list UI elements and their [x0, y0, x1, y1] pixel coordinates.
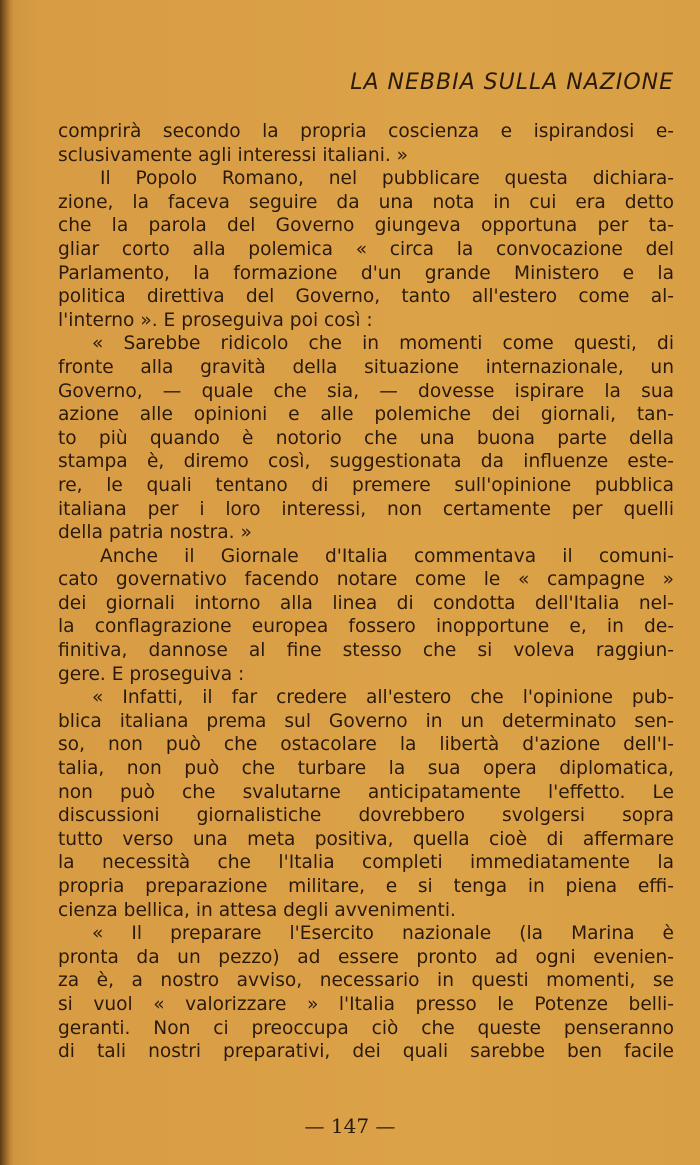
- text-line: za è, a nostro avviso, necessario in questi momenti, se: [58, 970, 674, 992]
- text-line: che la parola del Governo giungeva opportuna per ta-: [58, 215, 674, 237]
- text-line: cienza bellica, in attesa degli avvenimenti.: [58, 899, 456, 921]
- text-line: cato governativo facendo notare come le « campagne »: [58, 569, 674, 591]
- text-line: geranti. Non ci preoccupa ciò che queste penseranno: [58, 1017, 674, 1039]
- text-line: dei giornali intorno alla linea di condotta dell'Italia nel-: [58, 592, 674, 614]
- text-line: l'interno ». E proseguiva poi così :: [58, 309, 373, 331]
- text-line: politica direttiva del Governo, tanto all'estero come al-: [58, 286, 674, 308]
- body-text: [58, 120, 674, 1064]
- text-line: discussioni giornalistiche dovrebbero svolgersi sopra: [58, 805, 674, 827]
- text-line: tutto verso una meta positiva, quella cioè di affermare: [58, 828, 674, 850]
- text-line: pronta da un pezzo) ad essere pronto ad ogni evenien-: [58, 946, 674, 968]
- text-line: non può che svalutarne anticipatamente l'effetto. Le: [58, 781, 674, 803]
- text-line: gere. E proseguiva :: [58, 663, 245, 685]
- text-line: gliar corto alla polemica « circa la convocazione del: [58, 238, 674, 260]
- text-line: azione alle opinioni e alle polemiche dei giornali, tan-: [58, 404, 674, 426]
- text-line: « Il preparare l'Esercito nazionale (la Marina è: [92, 923, 674, 945]
- page-spine-shadow: [0, 0, 10, 1165]
- text-line: sclusivamente agli interessi italiani. »: [58, 144, 409, 166]
- text-line: fronte alla gravità della situazione internazionale, un: [58, 356, 674, 378]
- text-line: stampa è, diremo così, suggestionata da influenze este-: [58, 451, 674, 473]
- text-line: Anche il Giornale d'Italia commentava il comuni-: [100, 545, 674, 567]
- text-line: italiana per i loro interessi, non certamente per quelli: [58, 498, 674, 520]
- running-head: LA NEBBIA SULLA NAZIONE: [350, 70, 674, 95]
- text-line: so, non può che ostacolare la libertà d'azione dell'I-: [58, 734, 674, 756]
- text-line: si vuol « valorizzare » l'Italia presso le Potenze belli-: [58, 993, 674, 1015]
- text-line: to più quando è notorio che una buona parte della: [58, 427, 674, 449]
- text-line: della patria nostra. »: [58, 522, 252, 544]
- text-line: « Sarebbe ridicolo che in momenti come questi, di: [92, 333, 674, 355]
- page-number: — 147 —: [304, 1114, 396, 1138]
- text-line: propria preparazione militare, e si tenga in piena effi-: [58, 876, 674, 897]
- text-line: finitiva, dannose al fine stesso che si voleva raggiun-: [58, 640, 674, 662]
- text-line: re, le quali tentano di premere sull'opinione pubblica: [58, 474, 674, 496]
- text-line: talia, non può che turbare la sua opera diplomatica,: [58, 758, 674, 780]
- text-line: Parlamento, la formazione d'un grande Ministero e la: [58, 262, 674, 284]
- text-line: zione, la faceva seguire da una nota in cui era detto: [58, 191, 674, 213]
- text-line: la conflagrazione europea fossero inopportune e, in de-: [58, 616, 674, 638]
- text-line: Il Popolo Romano, nel pubblicare questa dichiara-: [100, 168, 674, 190]
- text-line: di tali nostri preparativi, dei quali sarebbe ben facile: [58, 1041, 674, 1063]
- text-line: comprirà secondo la propria coscienza e ispirandosi e-: [58, 121, 674, 142]
- text-line: blica italiana prema sul Governo in un determinato sen-: [58, 710, 674, 732]
- text-line: Governo, — quale che sia, — dovesse ispirare la sua: [58, 380, 674, 402]
- text-line: la necessità che l'Italia completi immediatamente la: [58, 852, 674, 874]
- text-line: « Infatti, il far credere all'estero che l'opinione pub-: [92, 687, 674, 709]
